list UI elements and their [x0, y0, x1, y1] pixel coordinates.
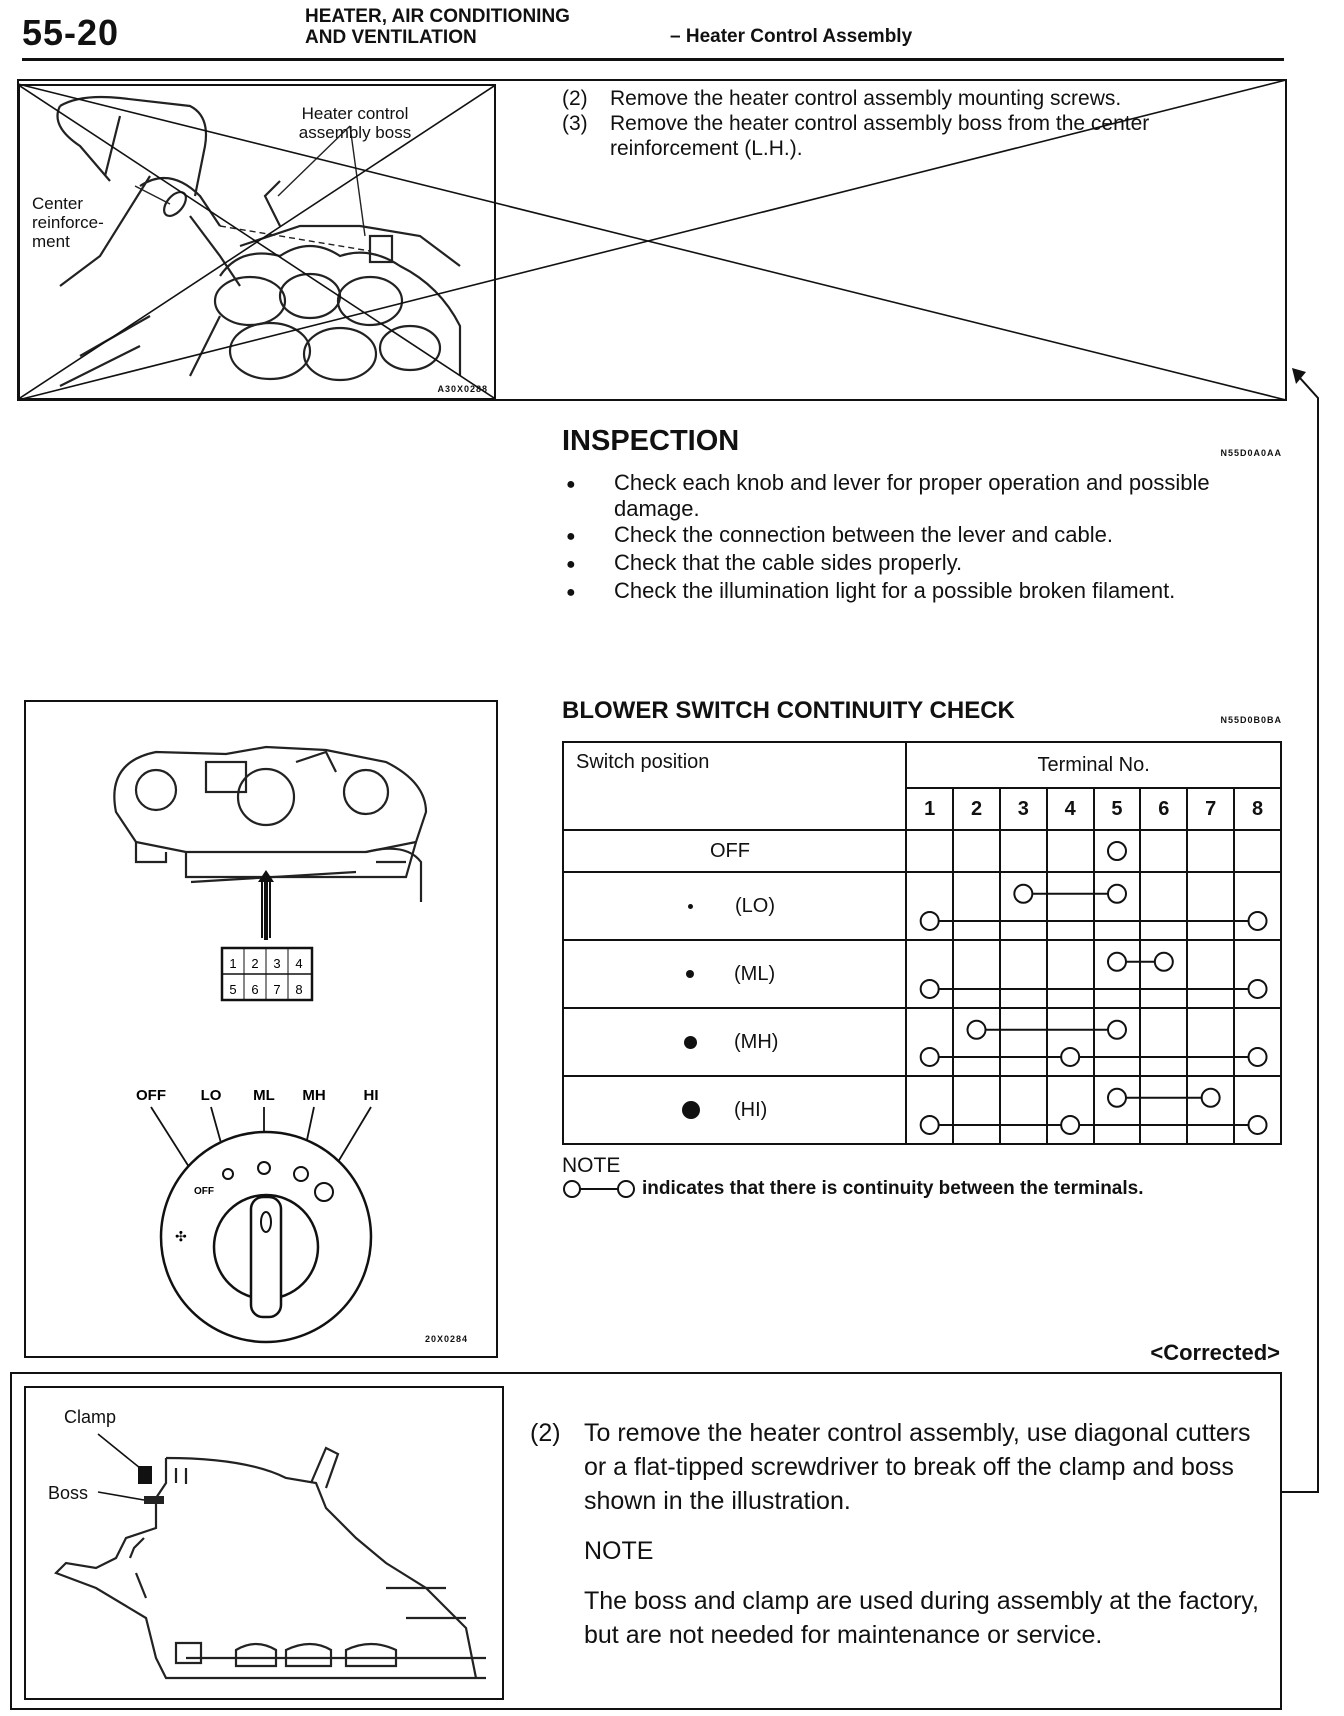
- continuity-terminal-mark: [1108, 1021, 1126, 1039]
- label-boss: Heater control assembly boss: [298, 104, 412, 142]
- continuity-terminal-mark: [1249, 1048, 1267, 1066]
- row-label: (MH): [734, 1030, 779, 1053]
- blower-check-heading: BLOWER SWITCH CONTINUITY CHECK: [562, 697, 1015, 724]
- terminal-header: 4: [1047, 788, 1094, 830]
- continuity-terminal-mark: [1014, 885, 1032, 903]
- label-center-reinforcement: Center reinforce- ment: [32, 194, 104, 251]
- continuity-symbol-icon: [562, 1178, 636, 1200]
- note-label: NOTE: [562, 1154, 621, 1177]
- subsection-title: – Heater Control Assembly: [670, 26, 913, 47]
- corrected-section: [10, 1372, 1282, 1710]
- continuity-terminal-mark: [1108, 1089, 1126, 1107]
- col-terminal-no: Terminal No.: [906, 742, 1281, 788]
- terminal-header: 8: [1234, 788, 1281, 830]
- inspection-bullet: ● Check the illumination light for a possible broken filament.: [566, 578, 1176, 603]
- row-label: (HI): [734, 1098, 768, 1121]
- page-number: 55-20: [22, 12, 120, 53]
- continuity-terminal-mark: [921, 1048, 939, 1066]
- corrected-note-text: The boss and clamp are used during assembly at the factory, but are not needed for maintenance or service.: [584, 1587, 1259, 1649]
- figure-code: A30X0288: [437, 384, 488, 394]
- inspection-bullet: ● Check each knob and lever for proper operation and possible damage.: [566, 470, 1210, 521]
- step-item: (2) Remove the heater control assembly mounting screws.: [562, 87, 1122, 110]
- corrected-figure: [24, 1386, 504, 1700]
- inspection-bullet: ● Check the connection between the lever and cable.: [566, 522, 1113, 547]
- row-label: (ML): [734, 962, 776, 985]
- conn-terminal: 3: [273, 956, 281, 971]
- inspection-code: N55D0A0AA: [1220, 448, 1282, 458]
- pos-label-ml: ML: [253, 1087, 275, 1104]
- corrected-step-text: To remove the heater control assembly, use diagonal cutters or a flat-tipped screwdriver to break off the clamp and boss shown in the illustration.: [584, 1419, 1251, 1515]
- note-text: indicates that there is continuity between the terminals.: [642, 1178, 1144, 1199]
- corrected-text: [530, 1416, 1270, 1652]
- pos-label-off: OFF: [136, 1087, 166, 1104]
- row-label: OFF: [563, 830, 906, 872]
- terminal-header: 6: [1140, 788, 1187, 830]
- conn-terminal: 4: [295, 956, 303, 971]
- conn-terminal: 5: [229, 982, 237, 997]
- continuity-terminal-mark: [1202, 1089, 1220, 1107]
- section-title: HEATER, AIR CONDITIONING AND VENTILATION: [305, 6, 570, 48]
- conn-terminal: 6: [251, 982, 259, 997]
- blower-note: [562, 1154, 1282, 1200]
- terminal-header: 3: [1000, 788, 1047, 830]
- label-clamp: Clamp: [64, 1407, 117, 1427]
- step-item: (3) Remove the heater control assembly boss from the center reinforcement (L.H.).: [562, 112, 1150, 160]
- pos-label-lo: LO: [200, 1087, 222, 1104]
- col-switch-position: Switch position: [563, 742, 906, 830]
- continuity-terminal-mark: [921, 912, 939, 930]
- continuity-terminal-mark: [1061, 1116, 1079, 1134]
- continuity-terminal-mark: [921, 1116, 939, 1134]
- continuity-terminal-mark: [1249, 1116, 1267, 1134]
- terminal-header: 5: [1094, 788, 1141, 830]
- continuity-terminal-mark: [1108, 842, 1126, 860]
- inspection-bullet: ● Check that the cable sides properly.: [566, 550, 963, 575]
- fan-symbol-icon: ✣: [173, 1230, 189, 1242]
- row-label: (LO): [735, 894, 775, 917]
- knob-off-label: OFF: [194, 1186, 214, 1197]
- blower-check-code: N55D0B0BA: [1220, 715, 1282, 725]
- corrected-tag: <Corrected>: [1150, 1340, 1280, 1365]
- continuity-terminal-mark: [1249, 912, 1267, 930]
- terminal-header: 7: [1187, 788, 1234, 830]
- continuity-terminal-mark: [968, 1021, 986, 1039]
- inspection-heading: INSPECTION: [562, 425, 740, 457]
- conn-terminal: 2: [251, 956, 259, 971]
- continuity-terminal-mark: [1155, 953, 1173, 971]
- conn-terminal: 1: [229, 956, 237, 971]
- corrected-note-label: NOTE: [584, 1537, 654, 1565]
- conn-terminal: 7: [273, 982, 281, 997]
- figure-code: 20X0284: [424, 1334, 468, 1344]
- continuity-terminal-mark: [1108, 953, 1126, 971]
- continuity-terminal-mark: [1249, 980, 1267, 998]
- label-boss: Boss: [48, 1483, 89, 1503]
- continuity-terminal-mark: [1061, 1048, 1079, 1066]
- terminal-header: 2: [953, 788, 1000, 830]
- conn-terminal: 8: [295, 982, 303, 997]
- continuity-terminal-mark: [1108, 885, 1126, 903]
- pos-label-mh: MH: [302, 1087, 326, 1104]
- continuity-terminal-mark: [921, 980, 939, 998]
- terminal-header: 1: [906, 788, 953, 830]
- pos-label-hi: HI: [363, 1087, 379, 1104]
- corrected-step-num: (2): [530, 1419, 561, 1447]
- clamp-boss-illustration: [26, 1388, 502, 1698]
